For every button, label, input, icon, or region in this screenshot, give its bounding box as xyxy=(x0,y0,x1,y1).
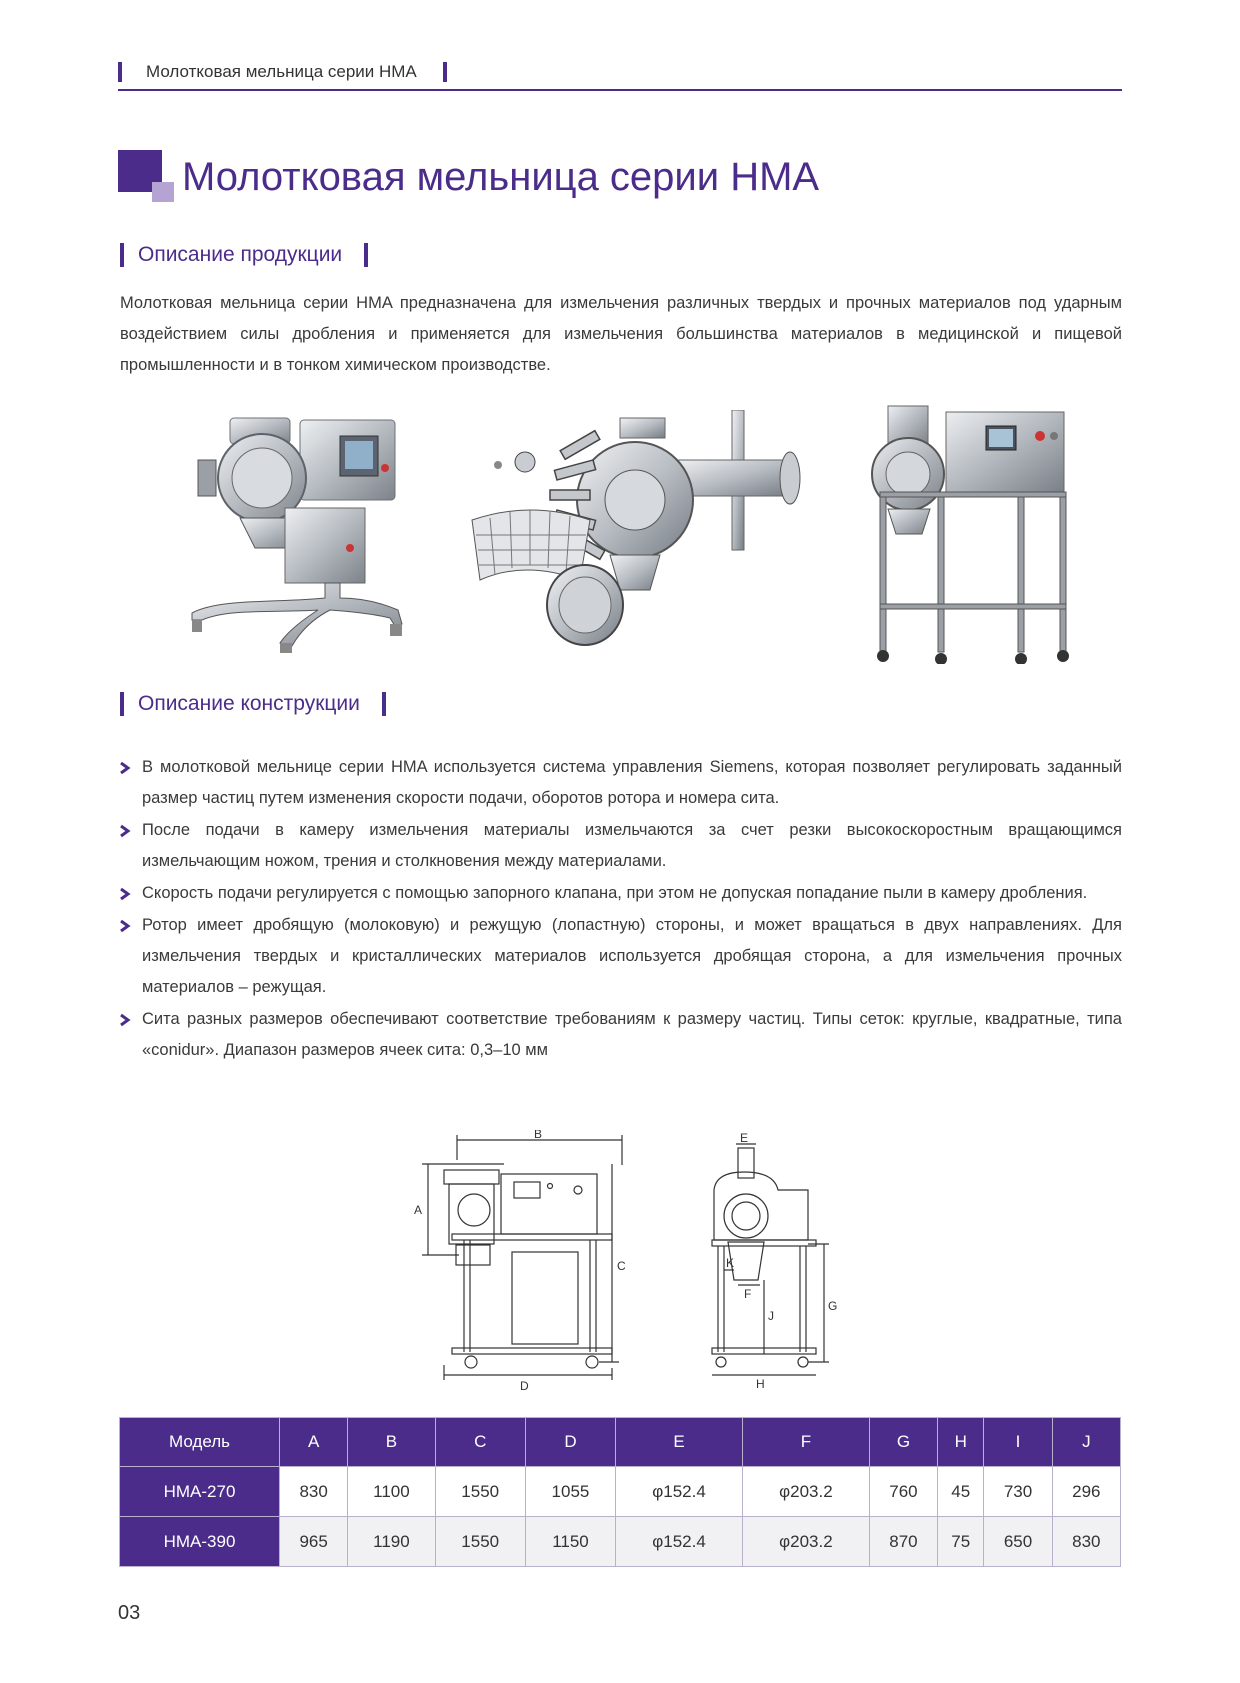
section-heading-product xyxy=(120,240,368,270)
dim-label-g: G xyxy=(828,1299,838,1313)
table-cell: 965 xyxy=(280,1517,348,1567)
list-item: В молотковой мельнице серии HMA используется система управления Siemens, которая позволяет регулировать заданный размер частиц путем изменения скорости подачи, оборотов ротора и номера сита. xyxy=(118,752,1122,814)
table-cell: 830 xyxy=(280,1467,348,1517)
dim-label-h: H xyxy=(756,1377,765,1390)
construction-list xyxy=(118,752,1122,1067)
page-number: 03 xyxy=(118,1602,141,1624)
running-header xyxy=(118,60,447,84)
table-header-cell: Модель xyxy=(120,1418,280,1467)
running-header-text: Молотковая мельница серии HMA xyxy=(146,62,417,81)
product-description: Молотковая мельница серии HMA предназначена для измельчения различных твердых и прочных материалов под ударным воздействием силы дробления и применяется для измельчения большинства материалов в медицинской и пищевой промышленности и в тонком химическом производстве. xyxy=(120,294,1122,374)
title-square-icon xyxy=(118,150,174,202)
table-header-cell: F xyxy=(742,1418,869,1467)
table-cell: 760 xyxy=(869,1467,937,1517)
front-view-drawing xyxy=(414,1130,634,1390)
mill-photo-exploded xyxy=(470,410,810,650)
table-cell: 1190 xyxy=(348,1517,435,1567)
chevron-right-icon xyxy=(118,887,132,901)
table-cell-model: HMA-270 xyxy=(120,1467,280,1517)
mill-photo-stand xyxy=(868,404,1080,664)
table-header-cell: D xyxy=(525,1418,615,1467)
table-cell: 1150 xyxy=(525,1517,615,1567)
list-item: Скорость подачи регулируется с помощью запорного клапана, при этом не допуская попадание пыли в камеру дробления. xyxy=(118,878,1122,909)
dim-label-j: J xyxy=(768,1309,774,1323)
list-item: Ротор имеет дробящую (молоковую) и режущую (лопастную) стороны, и может вращаться в двух направлениях. Для измельчения твердых и кристаллических материалов используется дробящая сторона, а для измельчения прочных материалов – режущая. xyxy=(118,910,1122,1003)
table-cell: 870 xyxy=(869,1517,937,1567)
table-header-row xyxy=(120,1418,1121,1467)
table-cell: 650 xyxy=(984,1517,1052,1567)
table-cell: 1550 xyxy=(435,1517,525,1567)
dim-label-c: C xyxy=(617,1259,626,1273)
table-cell: φ203.2 xyxy=(742,1517,869,1567)
table-header-cell: B xyxy=(348,1418,435,1467)
header-bar-right xyxy=(443,62,447,82)
table-cell: 830 xyxy=(1052,1517,1120,1567)
table-header-cell: G xyxy=(869,1418,937,1467)
table-cell: 730 xyxy=(984,1467,1052,1517)
table-row xyxy=(120,1467,1121,1517)
table-cell: 1550 xyxy=(435,1467,525,1517)
chevron-right-icon xyxy=(118,1013,132,1027)
table-cell: 296 xyxy=(1052,1467,1120,1517)
table-row xyxy=(120,1517,1121,1567)
mill-photo-front xyxy=(190,398,420,653)
spec-table xyxy=(119,1417,1121,1567)
table-header-cell: E xyxy=(616,1418,743,1467)
list-item: Сита разных размеров обеспечивают соответствие требованиям к размеру частиц. Типы сеток: круглые, квадратные, типа «conidur». Диапазон размеров ячеек сита: 0,3–10 мм xyxy=(118,1004,1122,1066)
header-bar-left xyxy=(118,62,122,82)
table-cell: φ203.2 xyxy=(742,1467,869,1517)
table-cell: 1100 xyxy=(348,1467,435,1517)
dim-label-d: D xyxy=(520,1379,529,1390)
dim-label-b: B xyxy=(534,1130,543,1141)
table-cell: φ152.4 xyxy=(616,1467,743,1517)
dim-label-e: E xyxy=(740,1131,749,1145)
header-rule xyxy=(118,89,1122,91)
table-cell: 1055 xyxy=(525,1467,615,1517)
chevron-right-icon xyxy=(118,919,132,933)
table-header-cell: J xyxy=(1052,1418,1120,1467)
list-item: После подачи в камеру измельчения материалы измельчаются за счет резки высокоскоростным вращающимся измельчающим ножом, трения и столкновения между материалами. xyxy=(118,815,1122,877)
dim-label-a: A xyxy=(414,1203,423,1217)
section-heading-construction-text: Описание конструкции xyxy=(138,692,360,715)
dim-label-f: F xyxy=(744,1287,752,1301)
table-cell: φ152.4 xyxy=(616,1517,743,1567)
table-cell-model: HMA-390 xyxy=(120,1517,280,1567)
section-heading-construction xyxy=(120,689,386,719)
table-header-cell: H xyxy=(938,1418,984,1467)
section-heading-product-text: Описание продукции xyxy=(138,243,343,266)
side-view-drawing xyxy=(704,1130,846,1390)
table-cell: 75 xyxy=(938,1517,984,1567)
table-header-cell: I xyxy=(984,1418,1052,1467)
dim-label-k: K xyxy=(726,1256,735,1270)
table-cell: 45 xyxy=(938,1467,984,1517)
page-title: Молотковая мельница серии HMA xyxy=(182,155,820,199)
chevron-right-icon xyxy=(118,824,132,838)
table-header-cell: C xyxy=(435,1418,525,1467)
table-header-cell: A xyxy=(280,1418,348,1467)
chevron-right-icon xyxy=(118,761,132,775)
